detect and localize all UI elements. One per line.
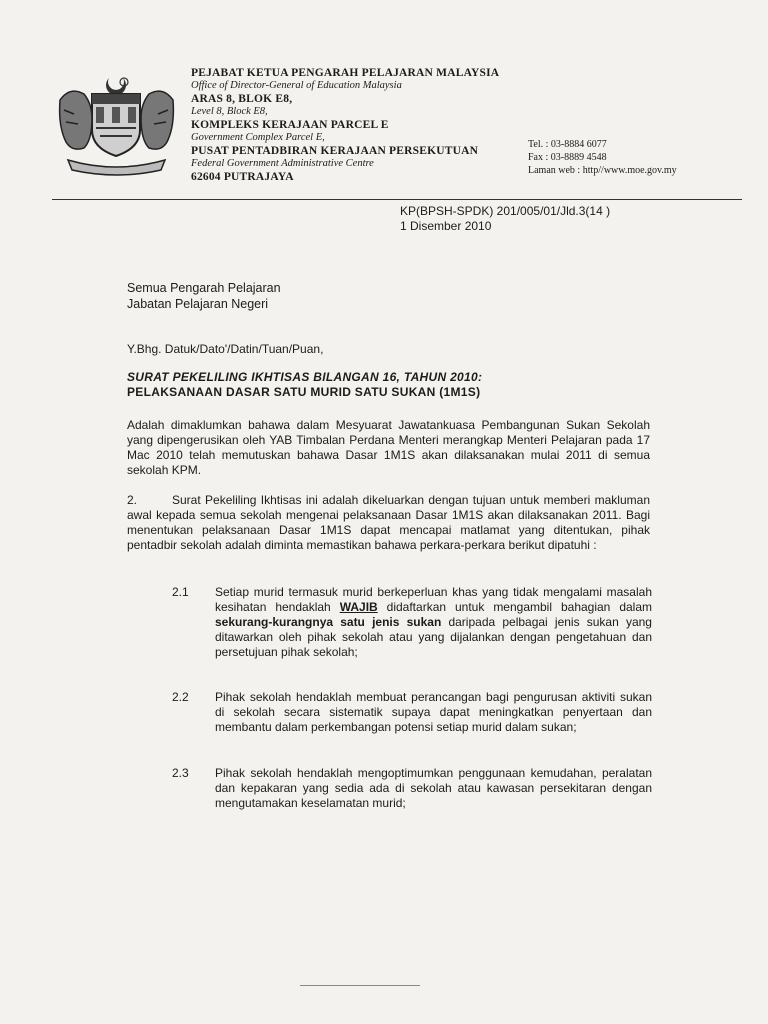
item-emphasis-bold: sekurang-kurangnya satu jenis sukan — [215, 615, 442, 629]
reference-block — [400, 204, 610, 234]
subject-line1: SURAT PEKELILING IKHTISAS BILANGAN 16, TAHUN 2010: — [127, 370, 483, 384]
item-text-part: Setiap murid termasuk murid berkeperluan khas yang tidak mengalami masalah kesihatan hendaklah — [215, 585, 652, 614]
recipient-block — [127, 280, 281, 312]
item-number: 2.2 — [172, 690, 189, 704]
tel: Tel. : 03-8884 6077 — [528, 139, 607, 150]
reference-number: KP(BPSH-SPDK) 201/005/01/Jld.3(14 ) — [400, 204, 611, 218]
subject-line2: PELAKSANAAN DASAR SATU MURID SATU SUKAN (1M1S) — [127, 385, 481, 399]
item-text-part: daripada pelbagai jenis sukan yang ditawarkan oleh pihak sekolah atau yang dijalankan dengan pengetahuan dan persetujuan pihak sekolah; — [215, 615, 652, 659]
item-emphasis-wajib: WAJIB — [339, 600, 378, 614]
centre-en: Federal Government Administrative Centre — [191, 158, 374, 169]
item-text-part: didaftarkan untuk mengambil bahagian dalam — [377, 600, 652, 614]
item-text: Pihak sekolah hendaklah membuat perancangan bagi pengurusan aktiviti sukan di sekolah secara sistematik supaya dapat meningkatkan penyertaan dan membantu dalam perkembangan potensi setiap murid dalam sukan; — [215, 690, 652, 734]
item-text: Pihak sekolah hendaklah mengoptimumkan penggunaan kemudahan, peralatan dan kepakaran yang sedia ada di sekolah atau kawasan persekitaran dengan mengutamakan keselamatan murid; — [215, 766, 652, 810]
item-number: 2.3 — [172, 766, 189, 780]
office-name-en: Office of Director-General of Education Malaysia — [191, 80, 402, 91]
office-name: PEJABAT KETUA PENGARAH PELAJARAN MALAYSIA — [191, 67, 500, 79]
recipient-line2: Jabatan Pelajaran Negeri — [127, 297, 269, 311]
floor-en: Level 8, Block E8, — [191, 106, 268, 117]
item-number: 2.1 — [172, 585, 189, 599]
letter-date: 1 Disember 2010 — [400, 219, 492, 233]
header-divider — [52, 199, 742, 200]
salutation: Y.Bhg. Datuk/Dato'/Datin/Tuan/Puan, — [127, 342, 324, 356]
complex-en: Government Complex Parcel E, — [191, 132, 325, 143]
paragraph-1: Adalah dimaklumkan bahawa dalam Mesyuarat Jawatankuasa Pembangunan Sukan Sekolah yang dipengerusikan oleh YAB Timbalan Perdana Menteri merangkap Menteri Pelajaran pada 17 Mac 2010 telah memutuskan bahawa Dasar 1M1S akan dilaksanakan mulai 2011 di semua sekolah KPM. — [127, 418, 650, 477]
centre: PUSAT PENTADBIRAN KERAJAAN PERSEKUTUAN — [191, 145, 479, 157]
paragraph-2 — [127, 493, 650, 553]
paragraph-2-number: 2. — [127, 493, 138, 507]
paragraph-2-text: Surat Pekeliling Ikhtisas ini adalah dikeluarkan dengan tujuan untuk memberi makluman awal kepada semua sekolah mengenai pelaksanaan Dasar 1M1S akan dilaksanakan 2011. Bagi menentukan pelaksanaan Dasar 1M1S dapat mencapai matlamat yang ditentukan, pihak pentadbir sekolah adalah diminta memastikan bahawa perkara-perkara berikut dipatuhi : — [127, 493, 650, 552]
complex: KOMPLEKS KERAJAAN PARCEL E — [191, 119, 389, 131]
letterhead — [191, 66, 499, 184]
item-text — [215, 585, 652, 660]
city: 62604 PUTRAJAYA — [191, 171, 294, 183]
footer-line — [300, 985, 420, 986]
recipient-line1: Semua Pengarah Pelajaran — [127, 281, 281, 295]
contact-info — [528, 138, 677, 177]
floor: ARAS 8, BLOK E8, — [191, 93, 293, 105]
subject-block — [127, 370, 482, 400]
website: Laman web : http//www.moe.gov.my — [528, 165, 677, 176]
malaysia-coat-of-arms-icon — [54, 70, 179, 178]
fax: Fax : 03-8889 4548 — [528, 152, 607, 163]
